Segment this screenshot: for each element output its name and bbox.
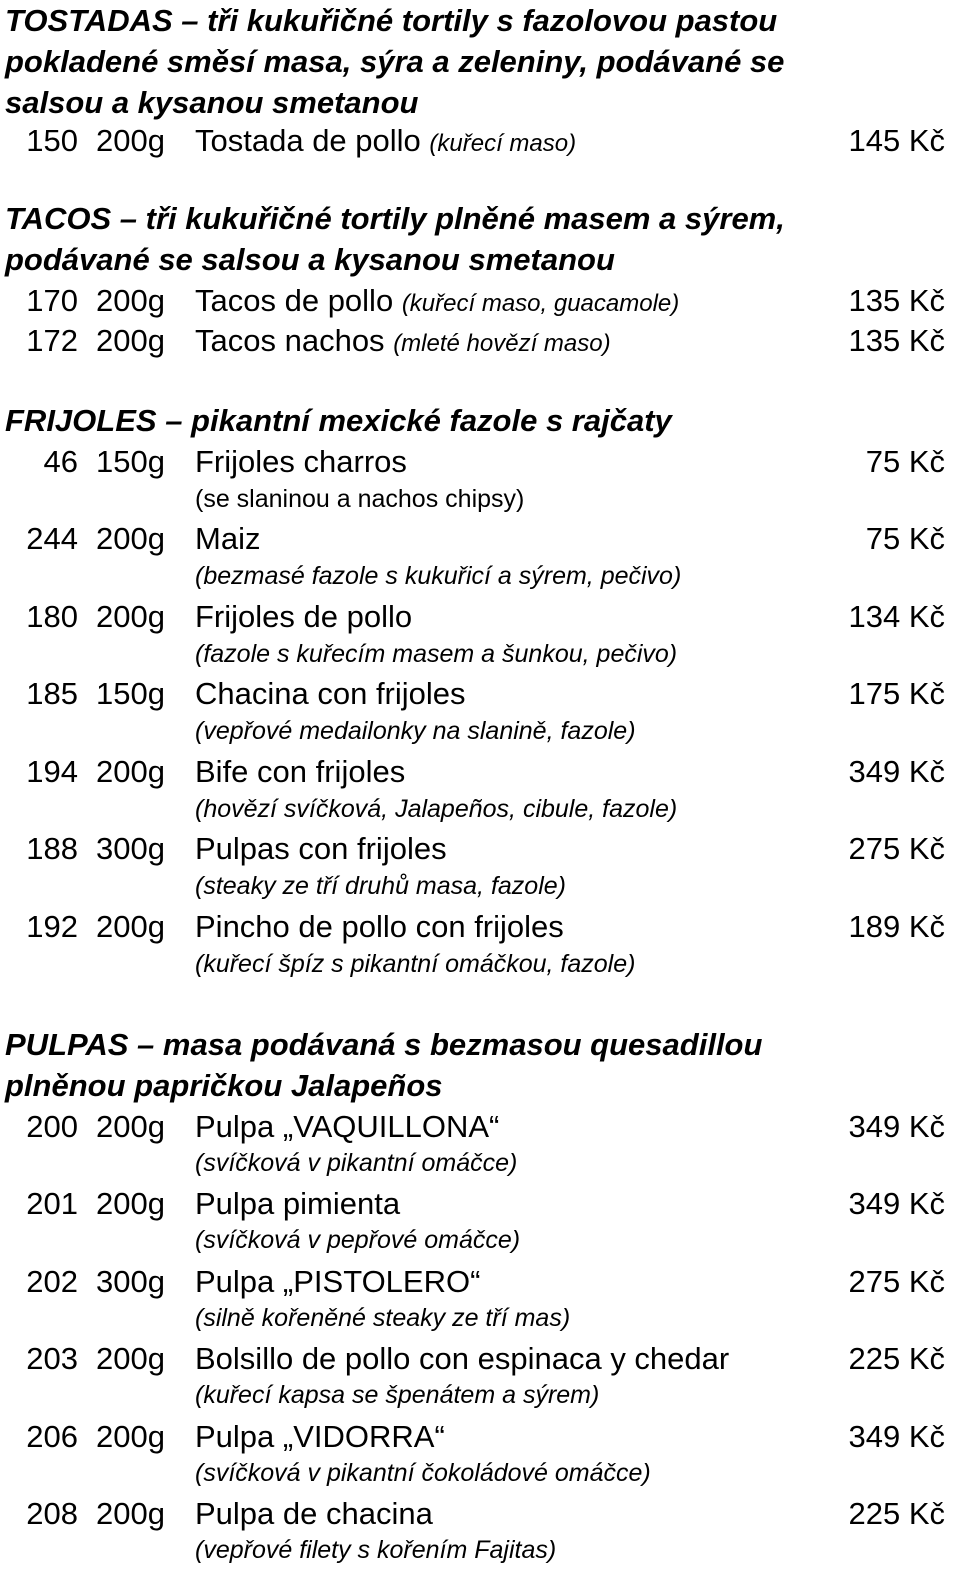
item-price: 349 Kč (848, 1419, 945, 1454)
item-price: 275 Kč (848, 1264, 945, 1299)
item-weight: 150g (96, 676, 165, 711)
menu-item-206 (0, 1416, 960, 1457)
item-name: Pulpa pimienta (195, 1186, 401, 1221)
item-weight: 200g (96, 909, 165, 944)
item-description: (hovězí svíčková, Jalapeños, cibule, fazole) (195, 795, 678, 823)
item-weight: 200g (96, 1341, 165, 1376)
section-heading-tostadas-line-1: TOSTADAS – tři kukuřičné tortily s fazolovou pastou (5, 3, 778, 38)
item-price: 135 Kč (848, 283, 945, 318)
section-heading-tostadas-line-3: salsou a kysanou smetanou (5, 85, 419, 120)
item-name: Tacos de pollo (195, 283, 394, 318)
item-number: 208 (26, 1496, 78, 1531)
item-weight: 200g (96, 599, 165, 634)
item-note: (mleté hovězí maso) (393, 330, 611, 357)
item-weight: 200g (96, 1496, 165, 1531)
item-weight: 200g (96, 754, 165, 789)
item-name: Pulpa „VAQUILLONA“ (195, 1109, 500, 1144)
item-note: (kuřecí maso, guacamole) (401, 290, 680, 317)
item-name: Pincho de pollo con frijoles (195, 909, 564, 944)
menu-item-194 (0, 751, 960, 792)
item-price: 75 Kč (865, 444, 945, 479)
item-description: (svíčková v pikantní omáčce) (195, 1149, 518, 1177)
item-weight: 200g (96, 521, 165, 556)
item-name: Bolsillo de pollo con espinaca y chedar (195, 1341, 730, 1376)
item-weight: 300g (96, 831, 165, 866)
item-weight: 150g (96, 444, 165, 479)
item-price: 349 Kč (848, 754, 945, 789)
item-description: (svíčková v pepřové omáčce) (195, 1226, 521, 1254)
section-heading-tacos-line-2: podávané se salsou a kysanou smetanou (5, 242, 615, 277)
menu-item-185 (0, 673, 960, 714)
section-heading-tacos-line-1: TACOS – tři kukuřičné tortily plněné masem a sýrem, (5, 201, 785, 236)
menu-item-180 (0, 596, 960, 637)
item-name: Pulpa „PISTOLERO“ (195, 1264, 481, 1299)
section-heading-pulpas-line-1: PULPAS – masa podávaná s bezmasou quesadillou (5, 1027, 763, 1062)
item-name: Pulpa „VIDORRA“ (195, 1419, 445, 1454)
item-weight: 200g (96, 323, 165, 358)
item-price: 189 Kč (848, 909, 945, 944)
item-name: Tostada de pollo (195, 123, 421, 158)
menu-item-172 (0, 320, 960, 361)
item-name-wrapper (195, 320, 611, 364)
menu-item-202 (0, 1261, 960, 1302)
item-number: 202 (26, 1264, 78, 1299)
item-price: 175 Kč (848, 676, 945, 711)
menu-item-208 (0, 1493, 960, 1534)
menu-item-150 (0, 120, 960, 161)
menu-item-244 (0, 518, 960, 559)
menu-item-188 (0, 828, 960, 869)
item-number: 188 (26, 831, 78, 866)
item-price: 75 Kč (865, 521, 945, 556)
item-description: (steaky ze tří druhů masa, fazole) (195, 872, 566, 900)
item-price: 134 Kč (848, 599, 945, 634)
item-name: Tacos nachos (195, 323, 385, 358)
item-name: Frijoles de pollo (195, 599, 413, 634)
item-price: 135 Kč (848, 323, 945, 358)
item-number: 150 (26, 123, 78, 158)
item-number: 206 (26, 1419, 78, 1454)
item-weight: 200g (96, 283, 165, 318)
item-number: 185 (26, 676, 78, 711)
item-number: 200 (26, 1109, 78, 1144)
menu-item-201 (0, 1183, 960, 1224)
item-name: Pulpas con frijoles (195, 831, 447, 866)
menu-item-203 (0, 1338, 960, 1379)
item-name: Maiz (195, 521, 261, 556)
item-name-wrapper (195, 120, 576, 164)
item-note: (kuřecí maso) (429, 130, 577, 157)
item-weight: 200g (96, 1109, 165, 1144)
item-number: 180 (26, 599, 78, 634)
item-description: (se slaninou a nachos chipsy) (195, 485, 525, 513)
item-description: (vepřové filety s kořením Fajitas) (195, 1536, 557, 1564)
item-number: 192 (26, 909, 78, 944)
item-price: 349 Kč (848, 1109, 945, 1144)
item-price: 225 Kč (848, 1496, 945, 1531)
item-number: 194 (26, 754, 78, 789)
item-number: 201 (26, 1186, 78, 1221)
item-description: (fazole s kuřecím masem a šunkou, pečivo) (195, 640, 678, 668)
item-price: 225 Kč (848, 1341, 945, 1376)
item-number: 170 (26, 283, 78, 318)
item-number: 46 (43, 444, 78, 479)
item-weight: 200g (96, 1419, 165, 1454)
menu-item-46 (0, 441, 960, 482)
section-heading-tostadas-line-2: pokladené směsí masa, sýra a zeleniny, podávané se (5, 44, 785, 79)
item-price: 349 Kč (848, 1186, 945, 1221)
item-weight: 200g (96, 123, 165, 158)
item-number: 203 (26, 1341, 78, 1376)
item-name-wrapper (195, 280, 679, 324)
item-price: 275 Kč (848, 831, 945, 866)
item-description: (bezmasé fazole s kukuřicí a sýrem, pečivo) (195, 562, 682, 590)
item-weight: 300g (96, 1264, 165, 1299)
item-price: 145 Kč (848, 123, 945, 158)
item-name: Pulpa de chacina (195, 1496, 433, 1531)
item-description: (svíčková v pikantní čokoládové omáčce) (195, 1459, 651, 1487)
section-heading-pulpas-line-2: plněnou papričkou Jalapeños (5, 1068, 443, 1103)
item-name: Frijoles charros (195, 444, 407, 479)
item-description: (kuřecí špíz s pikantní omáčkou, fazole) (195, 950, 636, 978)
menu-item-192 (0, 906, 960, 947)
item-number: 244 (26, 521, 78, 556)
menu-item-200 (0, 1106, 960, 1147)
section-heading-frijoles: FRIJOLES – pikantní mexické fazole s rajčaty (5, 403, 672, 438)
item-weight: 200g (96, 1186, 165, 1221)
item-description: (silně kořeněné steaky ze tří mas) (195, 1304, 571, 1332)
item-name: Chacina con frijoles (195, 676, 466, 711)
item-name: Bife con frijoles (195, 754, 406, 789)
item-description: (kuřecí kapsa se špenátem a sýrem) (195, 1381, 600, 1409)
menu-item-170 (0, 280, 960, 321)
item-description: (vepřové medailonky na slanině, fazole) (195, 717, 636, 745)
item-number: 172 (26, 323, 78, 358)
